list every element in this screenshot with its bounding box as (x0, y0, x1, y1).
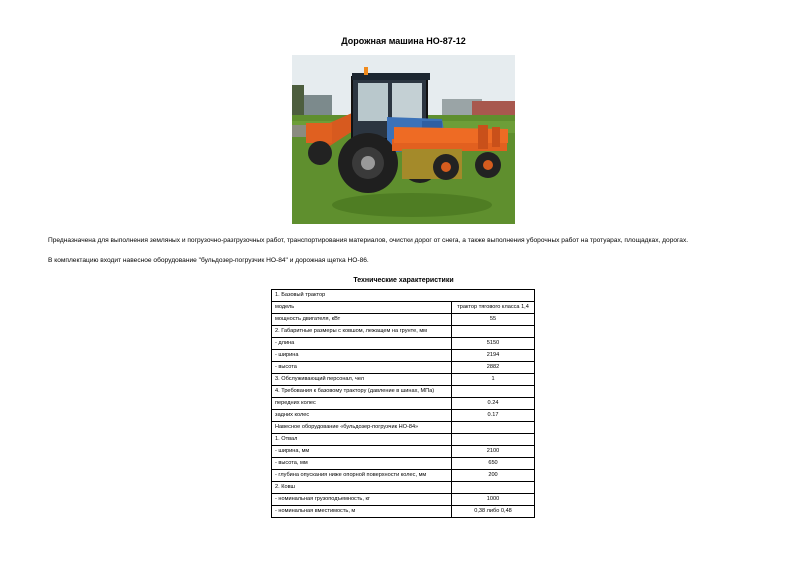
spec-label: 2. Ковш (272, 482, 452, 494)
table-title: Технические характеристики (353, 277, 454, 284)
table-row (272, 470, 535, 482)
spec-value: 5150 (452, 338, 535, 350)
table-row (272, 326, 535, 338)
spec-label: - глубина опускания ниже опорной поверхности колес, мм (272, 470, 452, 482)
table-row (272, 386, 535, 398)
spec-label: - номинальная грузоподъемность, кг (272, 494, 452, 506)
spec-value: 650 (452, 458, 535, 470)
spec-label: задних колес (272, 410, 452, 422)
spec-label: 1. Отвал (272, 434, 452, 446)
spec-value: трактор тягового класса 1,4 (452, 302, 535, 314)
page-title: Дорожная машина НО-87-12 (341, 36, 466, 46)
spec-value: 1000 (452, 494, 535, 506)
spec-label: - высота (272, 362, 452, 374)
spec-value (452, 386, 535, 398)
spec-value: 2882 (452, 362, 535, 374)
spec-label: 4. Требования к базовому трактору (давление в шинах, МПа) (272, 386, 452, 398)
table-row (272, 434, 535, 446)
description-paragraph: Предназначена для выполнения земляных и погрузочно-разгрузочных работ, транспортирования материалов, очистки дорог от снега, а также выполнения уборочных работ на тротуарах, площадках, дорогах. (48, 237, 689, 244)
spec-value: 200 (452, 470, 535, 482)
spec-value: 0,38 либо 0,48 (452, 506, 535, 518)
table-row (272, 338, 535, 350)
spec-label: - номинальная вместимость, м (272, 506, 452, 518)
equipment-paragraph: В комплектацию входит навесное оборудование "бульдозер-погрузчик НО-84" и дорожная щетка НО-86. (48, 257, 369, 264)
spec-value: 0.17 (452, 410, 535, 422)
table-row (272, 410, 535, 422)
spec-value (452, 422, 535, 434)
table-row (272, 302, 535, 314)
spec-label: передних колес (272, 398, 452, 410)
table-row (272, 494, 535, 506)
table-row (272, 290, 535, 302)
spec-value (452, 434, 535, 446)
spec-label: 2. Габаритные размеры с ковшом, лежащем на грунте, мм (272, 326, 452, 338)
table-row (272, 398, 535, 410)
table-row (272, 482, 535, 494)
spec-value: 55 (452, 314, 535, 326)
table-row (272, 374, 535, 386)
spec-value: 0.24 (452, 398, 535, 410)
spec-value: 1 (452, 374, 535, 386)
spec-label: - высота, мм (272, 458, 452, 470)
specs-table (271, 289, 535, 518)
spec-label: модель (272, 302, 452, 314)
spec-label: Навесное оборудование «бульдозер-погрузчик НО-84» (272, 422, 452, 434)
spec-value (452, 326, 535, 338)
spec-label: - ширина, мм (272, 446, 452, 458)
spec-value: 2100 (452, 446, 535, 458)
spec-label: 1. Базовый трактор (272, 290, 535, 302)
spec-value: 2194 (452, 350, 535, 362)
table-row (272, 458, 535, 470)
spec-label: 3. Обслуживающий персонал, чел (272, 374, 452, 386)
table-row (272, 362, 535, 374)
table-row (272, 506, 535, 518)
tractor-photo (292, 55, 515, 224)
table-row (272, 446, 535, 458)
table-row (272, 422, 535, 434)
table-row (272, 314, 535, 326)
spec-value (452, 482, 535, 494)
spec-label: - ширина (272, 350, 452, 362)
table-row (272, 350, 535, 362)
spec-label: - длина (272, 338, 452, 350)
spec-label: мощность двигателя, кВт (272, 314, 452, 326)
